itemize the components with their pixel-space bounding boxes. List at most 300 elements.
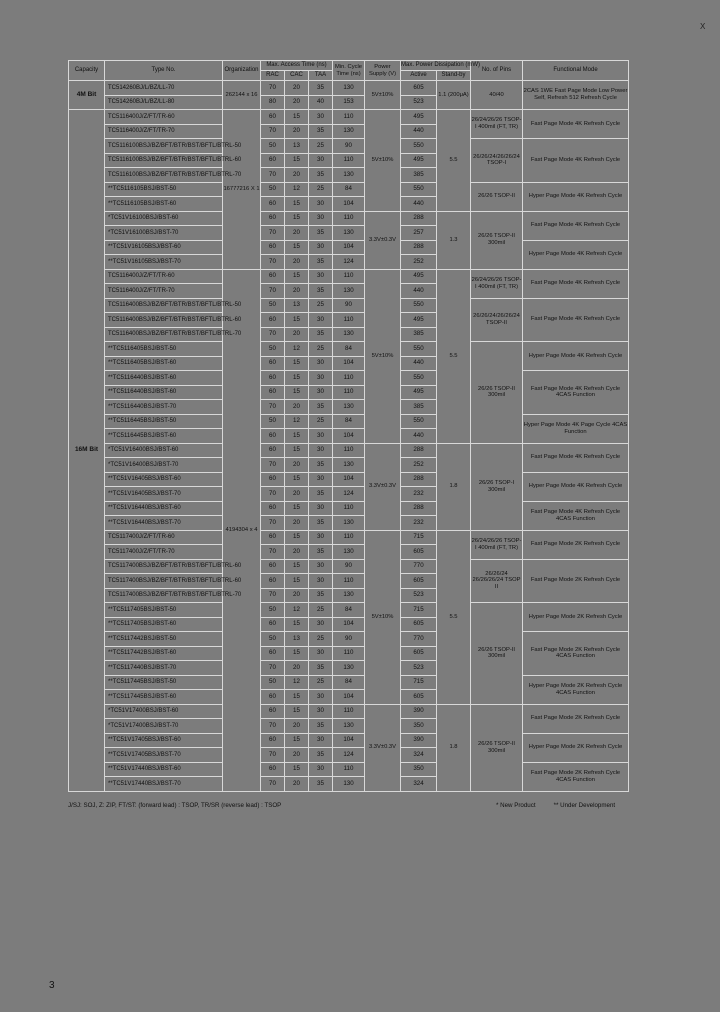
pins-cell: 26/26 TSOP-II 300mil [471, 211, 523, 269]
trac-cell: 60 [261, 733, 285, 748]
cycle-time-cell: 110 [333, 501, 365, 516]
tcac-cell: 15 [285, 733, 309, 748]
tcac-cell: 20 [285, 327, 309, 342]
cycle-time-cell: 130 [333, 327, 365, 342]
active-power-cell: 550 [401, 342, 437, 357]
trac-cell: 60 [261, 211, 285, 226]
active-power-cell: 440 [401, 197, 437, 212]
organization-cell: 4194304 x 4 [223, 269, 261, 791]
cycle-time-cell: 104 [333, 617, 365, 632]
active-power-cell: 257 [401, 226, 437, 241]
active-power-cell: 523 [401, 661, 437, 676]
tcac-cell: 20 [285, 168, 309, 183]
pins-cell: 26/26 TSOP-II 300mil [471, 342, 523, 444]
taa-cell: 35 [309, 545, 333, 560]
cycle-time-cell: 104 [333, 472, 365, 487]
taa-cell: 35 [309, 124, 333, 139]
active-power-cell: 605 [401, 617, 437, 632]
tcac-cell: 20 [285, 588, 309, 603]
functional-mode-cell: Fast Page Mode 4K Refresh Cycle [523, 211, 629, 240]
functional-mode-cell: Fast Page Mode 4K Refresh Cycle 4CAS Function [523, 501, 629, 530]
col-organization: Organization [223, 61, 261, 81]
trac-cell: 70 [261, 284, 285, 299]
trac-cell: 70 [261, 400, 285, 415]
type-no-cell: TC5116100BSJ/BZ/BFT/BTR/BST/BFTL/BTRL-60 [105, 153, 223, 168]
cycle-time-cell: 104 [333, 690, 365, 705]
trac-cell: 70 [261, 588, 285, 603]
type-no-cell: **TC51V16105BSJ/BST-70 [105, 255, 223, 270]
type-no-cell: *TC51V16100BSJ/BST-60 [105, 211, 223, 226]
type-no-cell: *TC51V16100BSJ/BST-70 [105, 226, 223, 241]
tcac-cell: 20 [285, 81, 309, 96]
tcac-cell: 15 [285, 559, 309, 574]
functional-mode-cell: Hyper Page Mode 2K Refresh Cycle [523, 733, 629, 762]
taa-cell: 35 [309, 719, 333, 734]
functional-mode-cell: Fast Page Mode 4K Refresh Cycle [523, 269, 629, 298]
tcac-cell: 15 [285, 617, 309, 632]
cycle-time-cell: 84 [333, 603, 365, 618]
type-no-cell: **TC5117445BSJ/BST-50 [105, 675, 223, 690]
table-row [69, 632, 629, 647]
tcac-cell: 15 [285, 574, 309, 589]
tcac-cell: 20 [285, 661, 309, 676]
active-power-cell: 385 [401, 327, 437, 342]
functional-mode-cell: Hyper Page Mode 2K Refresh Cycle [523, 603, 629, 632]
active-power-cell: 605 [401, 574, 437, 589]
trac-cell: 60 [261, 472, 285, 487]
tcac-cell: 15 [285, 472, 309, 487]
type-no-cell: **TC51V16440BSJ/BST-60 [105, 501, 223, 516]
type-no-cell: TC5117400J/Z/FT/TR-60 [105, 530, 223, 545]
active-power-cell: 715 [401, 675, 437, 690]
cycle-time-cell: 130 [333, 545, 365, 560]
type-no-cell: **TC5116105BSJ/BST-60 [105, 197, 223, 212]
organization-cell: 16777216 X 1 [223, 110, 261, 270]
trac-cell: 70 [261, 748, 285, 763]
pins-cell: 26/26 TSOP-I 300mil [471, 443, 523, 530]
type-no-cell: TC5116100BSJ/BZ/BFT/BTR/BST/BFTL/BTRL-50 [105, 139, 223, 154]
table-row [69, 414, 629, 429]
active-power-cell: 288 [401, 240, 437, 255]
trac-cell: 80 [261, 95, 285, 110]
trac-cell: 50 [261, 298, 285, 313]
active-power-cell: 550 [401, 414, 437, 429]
type-no-cell: **TC5116405BSJ/BST-60 [105, 356, 223, 371]
taa-cell: 25 [309, 182, 333, 197]
functional-mode-cell: Hyper Page Mode 4K Refresh Cycle [523, 472, 629, 501]
table-row [69, 211, 629, 226]
pins-cell: 26/24/26/26 TSOP-I 400mil (FT, TR) [471, 269, 523, 298]
trac-cell: 70 [261, 81, 285, 96]
taa-cell: 30 [309, 472, 333, 487]
tcac-cell: 20 [285, 226, 309, 241]
trac-cell: 60 [261, 240, 285, 255]
trac-cell: 60 [261, 371, 285, 386]
tcac-cell: 15 [285, 646, 309, 661]
power-supply-cell: 3.3V±0.3V [365, 211, 401, 269]
tcac-cell: 20 [285, 95, 309, 110]
taa-cell: 25 [309, 414, 333, 429]
table-row [69, 110, 629, 125]
functional-mode-cell: Fast Page Mode 4K Refresh Cycle 4CAS Function [523, 371, 629, 415]
tcac-cell: 13 [285, 298, 309, 313]
trac-cell: 70 [261, 516, 285, 531]
trac-cell: 50 [261, 632, 285, 647]
table-row [69, 559, 629, 574]
package-legend: J/SJ: SOJ, Z: ZIP, FT/ST: (forward lead) : TSOP, TR/SR (reverse lead) : TSOP [68, 802, 282, 809]
type-no-cell: TC5116400J/Z/FT/TR-70 [105, 124, 223, 139]
cycle-time-cell: 130 [333, 226, 365, 241]
type-no-cell: TC514260BJ/L/BZ/LL-70 [105, 81, 223, 96]
taa-cell: 35 [309, 487, 333, 502]
trac-cell: 50 [261, 182, 285, 197]
pins-cell: 26/26/24 26/26/26/24 TSOP II [471, 559, 523, 603]
cycle-time-cell: 130 [333, 458, 365, 473]
tcac-cell: 13 [285, 632, 309, 647]
taa-cell: 30 [309, 530, 333, 545]
taa-cell: 30 [309, 269, 333, 284]
tcac-cell: 15 [285, 704, 309, 719]
active-power-cell: 350 [401, 762, 437, 777]
cycle-time-cell: 124 [333, 487, 365, 502]
active-power-cell: 440 [401, 356, 437, 371]
cycle-time-cell: 90 [333, 559, 365, 574]
taa-cell: 30 [309, 371, 333, 386]
cycle-time-cell: 110 [333, 211, 365, 226]
taa-cell: 35 [309, 168, 333, 183]
standby-power-cell: 5.5 [437, 530, 471, 704]
type-no-cell: **TC51V16405BSJ/BST-60 [105, 472, 223, 487]
cycle-time-cell: 110 [333, 110, 365, 125]
cycle-time-cell: 110 [333, 530, 365, 545]
cycle-time-cell: 84 [333, 675, 365, 690]
trac-cell: 50 [261, 414, 285, 429]
trac-cell: 60 [261, 269, 285, 284]
standby-power-cell: 5.5 [437, 110, 471, 212]
cycle-time-cell: 130 [333, 168, 365, 183]
capacity-cell: 16M Bit [69, 110, 105, 792]
standby-power-cell: 1.3 [437, 211, 471, 269]
active-power-cell: 288 [401, 501, 437, 516]
power-supply-cell: 3.3V±0.3V [365, 443, 401, 530]
type-no-cell: **TC5116405BSJ/BST-50 [105, 342, 223, 357]
type-no-cell: **TC51V17405BSJ/BST-70 [105, 748, 223, 763]
standby-power-cell: 5.5 [437, 269, 471, 443]
active-power-cell: 252 [401, 255, 437, 270]
taa-cell: 30 [309, 153, 333, 168]
trac-cell: 60 [261, 762, 285, 777]
type-no-cell: **TC5116445BSJ/BST-60 [105, 429, 223, 444]
type-no-cell: **TC5117442BSJ/BST-60 [105, 646, 223, 661]
functional-mode-cell: Fast Page Mode 2K Refresh Cycle [523, 530, 629, 559]
type-no-cell: *TC51V16400BSJ/BST-60 [105, 443, 223, 458]
cycle-time-cell: 84 [333, 414, 365, 429]
type-no-cell: **TC51V17440BSJ/BST-70 [105, 777, 223, 792]
type-no-cell: TC5116400J/Z/FT/TR-60 [105, 269, 223, 284]
active-power-cell: 232 [401, 487, 437, 502]
table-row [69, 675, 629, 690]
active-power-cell: 288 [401, 472, 437, 487]
functional-mode-cell: 2CAS 1WE Fast Page Mode Low Power Self, Refresh 512 Refresh Cycle [523, 81, 629, 110]
col-taa: TAA [309, 71, 333, 81]
trac-cell: 60 [261, 313, 285, 328]
active-power-cell: 252 [401, 458, 437, 473]
active-power-cell: 440 [401, 124, 437, 139]
tcac-cell: 15 [285, 313, 309, 328]
taa-cell: 30 [309, 704, 333, 719]
cycle-time-cell: 110 [333, 153, 365, 168]
trac-cell: 60 [261, 574, 285, 589]
type-no-cell: TC5116400BSJ/BZ/BFT/BTR/BST/BFTL/BTRL-60 [105, 313, 223, 328]
pins-cell: 26/24/26/26 TSOP-I 400mil (FT, TR) [471, 530, 523, 559]
table-row [69, 443, 629, 458]
table-row [69, 603, 629, 618]
functional-mode-cell: Fast Page Mode 2K Refresh Cycle [523, 559, 629, 603]
taa-cell: 35 [309, 81, 333, 96]
table-row [69, 298, 629, 313]
type-no-cell: *TC51V17400BSJ/BST-60 [105, 704, 223, 719]
standby-power-cell: 1.1 (200μA) [437, 81, 471, 110]
trac-cell: 60 [261, 385, 285, 400]
cycle-time-cell: 153 [333, 95, 365, 110]
tcac-cell: 15 [285, 530, 309, 545]
taa-cell: 35 [309, 255, 333, 270]
type-no-cell: TC5117400J/Z/FT/TR-70 [105, 545, 223, 560]
taa-cell: 30 [309, 690, 333, 705]
functional-mode-cell: Hyper Page Mode 4K Refresh Cycle [523, 342, 629, 371]
trac-cell: 60 [261, 443, 285, 458]
active-power-cell: 495 [401, 269, 437, 284]
col-power-supply: Power Supply (V) [365, 61, 401, 81]
cycle-time-cell: 130 [333, 588, 365, 603]
tcac-cell: 20 [285, 516, 309, 531]
table-row [69, 472, 629, 487]
tcac-cell: 13 [285, 139, 309, 154]
col-standby: Stand-by [437, 71, 471, 81]
active-power-cell: 385 [401, 168, 437, 183]
dram-product-table [68, 60, 629, 792]
cycle-time-cell: 110 [333, 574, 365, 589]
active-power-cell: 550 [401, 139, 437, 154]
cycle-time-cell: 130 [333, 719, 365, 734]
type-no-cell: **TC51V16405BSJ/BST-70 [105, 487, 223, 502]
cycle-time-cell: 110 [333, 371, 365, 386]
active-power-cell: 605 [401, 646, 437, 661]
taa-cell: 30 [309, 762, 333, 777]
under-development-note: ** Under Development [553, 802, 616, 809]
functional-mode-cell: Fast Page Mode 4K Refresh Cycle [523, 298, 629, 342]
trac-cell: 70 [261, 226, 285, 241]
trac-cell: 70 [261, 168, 285, 183]
trac-cell: 60 [261, 501, 285, 516]
cycle-time-cell: 104 [333, 240, 365, 255]
taa-cell: 25 [309, 675, 333, 690]
taa-cell: 35 [309, 516, 333, 531]
active-power-cell: 232 [401, 516, 437, 531]
col-active: Active [401, 71, 437, 81]
power-supply-cell: 5V±10% [365, 530, 401, 704]
tcac-cell: 20 [285, 719, 309, 734]
type-no-cell: TC5116400BSJ/BZ/BFT/BTR/BST/BFTL/BTRL-70 [105, 327, 223, 342]
trac-cell: 60 [261, 356, 285, 371]
tcac-cell: 15 [285, 153, 309, 168]
tcac-cell: 20 [285, 487, 309, 502]
active-power-cell: 770 [401, 559, 437, 574]
power-supply-cell: 5V±10% [365, 81, 401, 110]
pins-cell: 26/26 TSOP-II 300mil [471, 704, 523, 791]
active-power-cell: 440 [401, 284, 437, 299]
organization-cell: 262144 x 16 [223, 81, 261, 110]
taa-cell: 35 [309, 284, 333, 299]
functional-mode-cell: Hyper Page Mode 4K Refresh Cycle [523, 240, 629, 269]
trac-cell: 50 [261, 675, 285, 690]
cycle-time-cell: 110 [333, 385, 365, 400]
table-row [69, 139, 629, 154]
trac-cell: 60 [261, 153, 285, 168]
tcac-cell: 20 [285, 777, 309, 792]
col-capacity: Capacity [69, 61, 105, 81]
tcac-cell: 12 [285, 182, 309, 197]
active-power-cell: 523 [401, 95, 437, 110]
type-no-cell: **TC51V17440BSJ/BST-60 [105, 762, 223, 777]
cycle-time-cell: 110 [333, 704, 365, 719]
tcac-cell: 15 [285, 371, 309, 386]
trac-cell: 60 [261, 559, 285, 574]
tcac-cell: 15 [285, 211, 309, 226]
col-trac: RAC [261, 71, 285, 81]
active-power-cell: 605 [401, 545, 437, 560]
type-no-cell: **TC51V16105BSJ/BST-60 [105, 240, 223, 255]
trac-cell: 70 [261, 545, 285, 560]
cycle-time-cell: 104 [333, 356, 365, 371]
table-row [69, 240, 629, 255]
cycle-time-cell: 110 [333, 313, 365, 328]
cycle-time-cell: 130 [333, 400, 365, 415]
active-power-cell: 324 [401, 777, 437, 792]
cycle-time-cell: 84 [333, 342, 365, 357]
active-power-cell: 288 [401, 211, 437, 226]
tcac-cell: 15 [285, 385, 309, 400]
type-no-cell: TC5116100BSJ/BZ/BFT/BTR/BST/BFTL/BTRL-70 [105, 168, 223, 183]
type-no-cell: **TC51V17405BSJ/BST-60 [105, 733, 223, 748]
trac-cell: 70 [261, 719, 285, 734]
functional-mode-cell: Fast Page Mode 2K Refresh Cycle [523, 704, 629, 733]
taa-cell: 35 [309, 400, 333, 415]
trac-cell: 70 [261, 327, 285, 342]
cycle-time-cell: 130 [333, 777, 365, 792]
cycle-time-cell: 104 [333, 429, 365, 444]
pins-cell: 26/26/24/26/26/24 TSOP-I [471, 139, 523, 183]
trac-cell: 70 [261, 255, 285, 270]
active-power-cell: 550 [401, 182, 437, 197]
type-no-cell: *TC51V16400BSJ/BST-70 [105, 458, 223, 473]
tcac-cell: 12 [285, 414, 309, 429]
type-no-cell: **TC5116440BSJ/BST-60 [105, 385, 223, 400]
functional-mode-cell: Fast Page Mode 2K Refresh Cycle 4CAS Function [523, 762, 629, 791]
type-no-cell: TC5117400BSJ/BZ/BFT/BTR/BST/BFTL/BTRL-70 [105, 588, 223, 603]
active-power-cell: 390 [401, 733, 437, 748]
taa-cell: 30 [309, 559, 333, 574]
active-power-cell: 390 [401, 704, 437, 719]
type-no-cell: **TC5117445BSJ/BST-60 [105, 690, 223, 705]
table-body [69, 81, 629, 792]
active-power-cell: 605 [401, 690, 437, 705]
tcac-cell: 15 [285, 197, 309, 212]
page-number: 3 [49, 980, 55, 991]
taa-cell: 35 [309, 588, 333, 603]
table-row [69, 182, 629, 197]
trac-cell: 70 [261, 777, 285, 792]
type-no-cell: TC5117400BSJ/BZ/BFT/BTR/BST/BFTL/BTRL-60 [105, 559, 223, 574]
tcac-cell: 15 [285, 356, 309, 371]
active-power-cell: 550 [401, 371, 437, 386]
taa-cell: 30 [309, 197, 333, 212]
trac-cell: 60 [261, 704, 285, 719]
active-power-cell: 495 [401, 110, 437, 125]
taa-cell: 30 [309, 356, 333, 371]
trac-cell: 70 [261, 458, 285, 473]
table-row [69, 733, 629, 748]
col-pins: No. of Pins [471, 61, 523, 81]
standby-power-cell: 1.8 [437, 704, 471, 791]
trac-cell: 70 [261, 124, 285, 139]
col-min-cycle: Min. Cycle Time (ns) [333, 61, 365, 81]
functional-mode-cell: Fast Page Mode 4K Refresh Cycle [523, 110, 629, 139]
taa-cell: 30 [309, 574, 333, 589]
active-power-cell: 324 [401, 748, 437, 763]
cycle-time-cell: 130 [333, 81, 365, 96]
taa-cell: 30 [309, 501, 333, 516]
taa-cell: 30 [309, 443, 333, 458]
type-no-cell: **TC5116440BSJ/BST-60 [105, 371, 223, 386]
col-functional-mode: Functional Mode [523, 61, 629, 81]
footnotes [496, 802, 633, 809]
type-no-cell: **TC5116445BSJ/BST-50 [105, 414, 223, 429]
taa-cell: 25 [309, 139, 333, 154]
type-no-cell: **TC5116440BSJ/BST-70 [105, 400, 223, 415]
tcac-cell: 15 [285, 269, 309, 284]
cycle-time-cell: 90 [333, 139, 365, 154]
taa-cell: 30 [309, 110, 333, 125]
functional-mode-cell: Hyper Page Mode 4K Page Cycle 4CAS Function [523, 414, 629, 443]
type-no-cell: **TC5116105BSJ/BST-50 [105, 182, 223, 197]
table-row [69, 371, 629, 386]
tcac-cell: 15 [285, 690, 309, 705]
active-power-cell: 440 [401, 429, 437, 444]
type-no-cell: TC5116400J/Z/FT/TR-60 [105, 110, 223, 125]
trac-cell: 70 [261, 661, 285, 676]
pins-cell: 40/40 [471, 81, 523, 110]
trac-cell: 50 [261, 603, 285, 618]
active-power-cell: 495 [401, 313, 437, 328]
active-power-cell: 715 [401, 603, 437, 618]
tcac-cell: 12 [285, 675, 309, 690]
taa-cell: 25 [309, 298, 333, 313]
active-power-cell: 715 [401, 530, 437, 545]
trac-cell: 60 [261, 690, 285, 705]
cycle-time-cell: 124 [333, 748, 365, 763]
taa-cell: 35 [309, 327, 333, 342]
tcac-cell: 20 [285, 545, 309, 560]
taa-cell: 30 [309, 733, 333, 748]
tcac-cell: 20 [285, 748, 309, 763]
cycle-time-cell: 130 [333, 284, 365, 299]
tcac-cell: 20 [285, 458, 309, 473]
type-no-cell: **TC5117405BSJ/BST-50 [105, 603, 223, 618]
cycle-time-cell: 130 [333, 124, 365, 139]
active-power-cell: 605 [401, 81, 437, 96]
col-max-power: Max. Power Dissipation (mW) [401, 61, 471, 71]
